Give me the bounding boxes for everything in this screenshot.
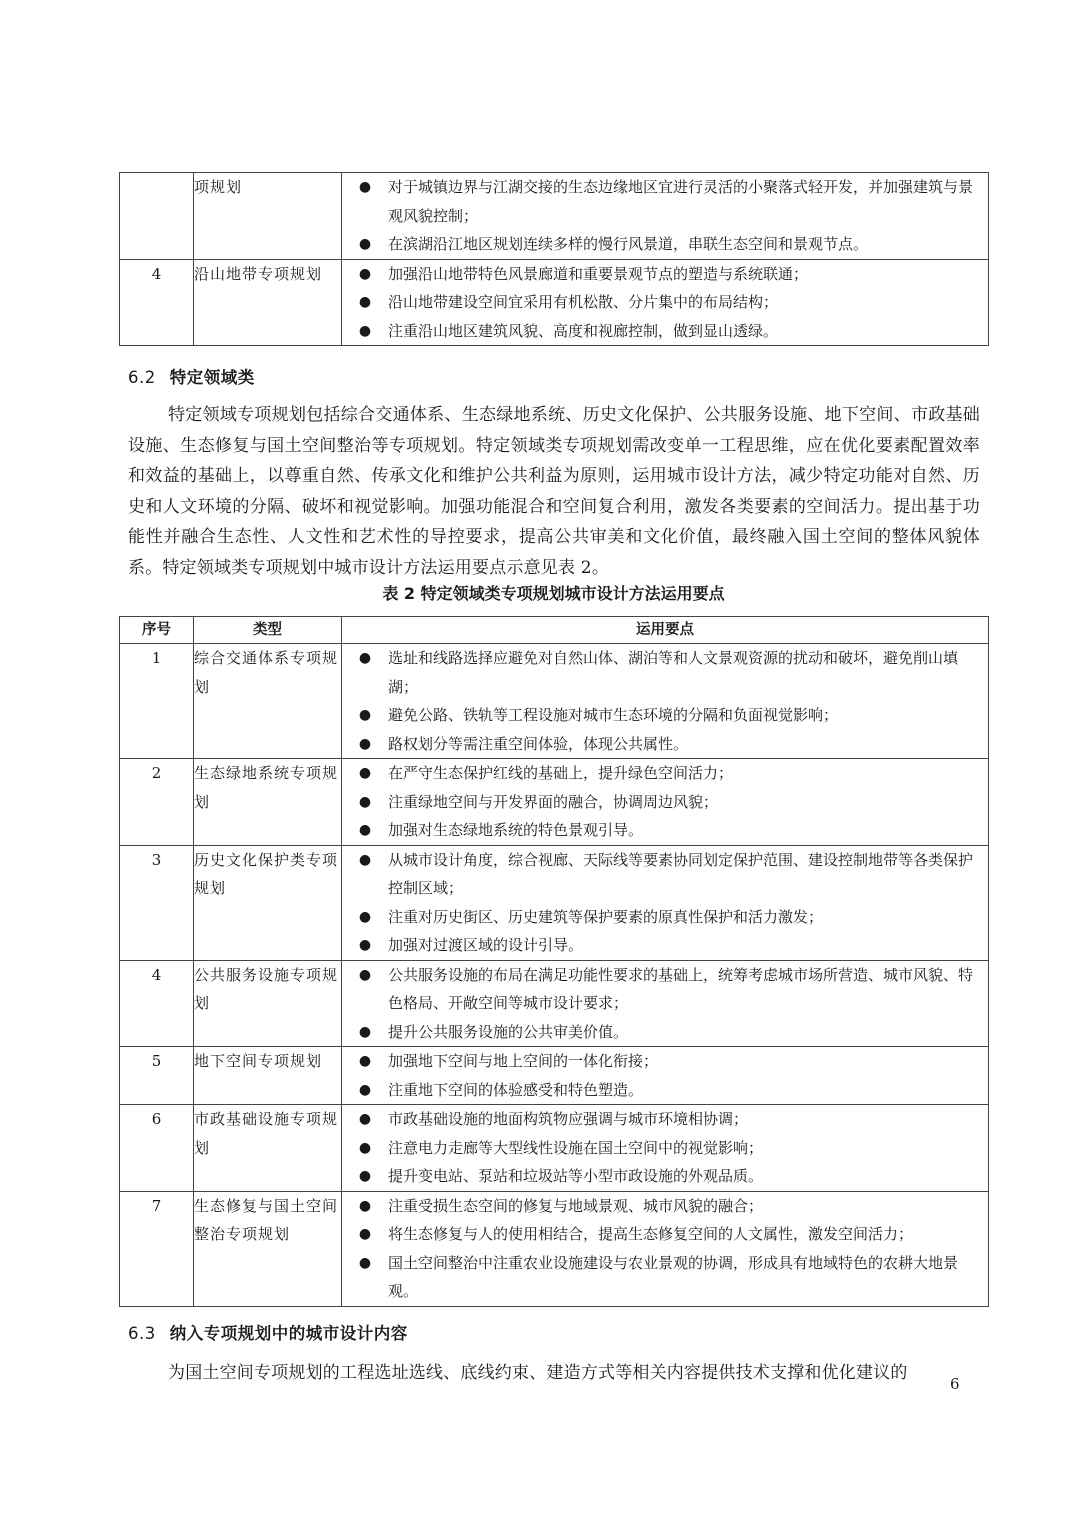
row-points <box>342 960 989 1047</box>
bullet-icon: ● <box>358 707 372 723</box>
row-points <box>342 1105 989 1192</box>
bullet-icon: ● <box>358 1197 372 1214</box>
bullet-text: 注重沿山地区建筑风貌、高度和视廊控制，做到显山透绿。 <box>388 321 779 340</box>
row-type: 项规划 <box>194 173 342 260</box>
bullet-icon: ● <box>358 236 372 252</box>
bullet-text: 注重受损生态空间的修复与地域景观、城市风貌的融合； <box>388 1196 764 1215</box>
bullet-item <box>342 816 988 845</box>
bullet-text: 注重对历史街区、历史建筑等保护要素的原真性保护和活力激发； <box>388 907 824 926</box>
row-number: 4 <box>120 259 194 346</box>
bullet-item <box>342 846 988 903</box>
row-number: 1 <box>120 644 194 759</box>
bullet-text: 注意电力走廊等大型线性设施在国土空间中的视觉影响； <box>388 1138 764 1157</box>
bullet-text: 国土空间整治中注重农业设施建设与农业景观的协调，形成具有地域特色的农耕大地景观。 <box>388 1253 959 1300</box>
bullet-item <box>342 730 988 759</box>
table-row <box>120 644 989 759</box>
bullet-item <box>342 260 988 289</box>
header-type: 类型 <box>194 617 342 644</box>
table-2-caption: 表 2 特定领域类专项规划城市设计方法运用要点 <box>382 584 725 603</box>
bullet-item <box>342 1018 988 1047</box>
row-number: 2 <box>120 759 194 846</box>
row-type: 沿山地带专项规划 <box>194 259 342 346</box>
table-1-continued <box>119 172 989 346</box>
bullet-text: 加强对生态绿地系统的特色景观引导。 <box>388 821 644 839</box>
row-points <box>342 259 989 346</box>
table-header-row <box>120 617 989 644</box>
bullet-icon: ● <box>358 1168 372 1184</box>
section-6-2-paragraph: 特定领域专项规划包括综合交通体系、生态绿地系统、历史文化保护、公共服务设施、地下空间、市政基础设施、生态修复与国土空间整治等专项规划。特定领域类专项规划需改变单一工程思维，应在优化要素配置效率和效益的基础上，以尊重自然、传承文化和维护公共利益为原则，运用城市设计方法，减少特定功能对自然、历史和人文环境的分隔、破坏和视觉影响。加强功能混合和空间复合利用，激发各类要素的空间活力。提出基于功能性并融合生态性、人文性和艺术性的导控要求，提高公共审美和文化价值，最终融入国土空间的整体风貌体系。特定领域类专项规划中城市设计方法运用要点示意见表 2。 <box>128 405 980 578</box>
table-row <box>120 173 989 260</box>
bullet-item <box>342 1076 988 1105</box>
bullet-icon: ● <box>358 793 372 810</box>
bullet-icon: ● <box>358 322 372 339</box>
bullet-text: 注重地下空间的体验感受和特色塑造。 <box>388 1080 644 1099</box>
table-row <box>120 1047 989 1105</box>
row-points <box>342 1047 989 1105</box>
bullet-item <box>342 961 988 1018</box>
row-number: 5 <box>120 1047 194 1105</box>
row-type: 生态修复与国土空间整治专项规划 <box>194 1191 342 1306</box>
bullet-text: 公共服务设施的布局在满足功能性要求的基础上，统筹考虑城市场所营造、城市风貌、特色格局、开敞空间等城市设计要求； <box>388 965 974 1012</box>
bullet-text: 加强地下空间与地上空间的一体化衔接； <box>388 1052 659 1070</box>
row-points <box>342 759 989 846</box>
bullet-item <box>342 903 988 932</box>
bullet-item <box>342 701 988 730</box>
bullet-item <box>342 788 988 817</box>
header-points: 运用要点 <box>342 617 989 644</box>
row-type: 市政基础设施专项规划 <box>194 1105 342 1192</box>
bullet-icon: ● <box>358 650 372 666</box>
section-title: 纳入专项规划中的城市设计内容 <box>169 1324 408 1343</box>
row-type: 公共服务设施专项规划 <box>194 960 342 1047</box>
bullet-icon: ● <box>358 1139 372 1156</box>
bullet-text: 在严守生态保护红线的基础上，提升绿色空间活力； <box>388 764 734 782</box>
header-num: 序号 <box>120 617 194 644</box>
bullet-text: 加强对过渡区域的设计引导。 <box>388 936 584 954</box>
bullet-icon: ● <box>358 1053 372 1069</box>
bullet-text: 从城市设计角度，综合视廊、天际线等要素协同划定保护范围、建设控制地带等各类保护控制区域； <box>388 850 974 897</box>
section-6-2-heading <box>128 364 255 388</box>
bullet-icon: ● <box>358 265 372 282</box>
bullet-icon: ● <box>358 851 372 868</box>
section-6-3-heading <box>128 1320 408 1344</box>
bullet-text: 选址和线路选择应避免对自然山体、湖泊等和人文景观资源的扰动和破坏，避免削山填湖； <box>388 649 959 696</box>
table-row <box>120 1191 989 1306</box>
row-type: 生态绿地系统专项规划 <box>194 759 342 846</box>
bullet-icon: ● <box>358 822 372 838</box>
table-row <box>120 845 989 960</box>
bullet-item <box>342 288 988 317</box>
section-number: 6.2 <box>128 368 156 387</box>
bullet-item <box>342 1105 988 1134</box>
row-type: 综合交通体系专项规划 <box>194 644 342 759</box>
bullet-item <box>342 230 988 259</box>
bullet-icon: ● <box>358 1023 372 1040</box>
bullet-text: 加强沿山地带特色风景廊道和重要景观节点的塑造与系统联通； <box>388 264 809 283</box>
bullet-text: 避免公路、铁轨等工程设施对城市生态环境的分隔和负面视觉影响； <box>388 706 839 724</box>
row-type: 地下空间专项规划 <box>194 1047 342 1105</box>
bullet-item <box>342 1047 988 1076</box>
row-number: 3 <box>120 845 194 960</box>
table-row <box>120 1105 989 1192</box>
bullet-item <box>342 1162 988 1191</box>
section-6-3-paragraph: 为国土空间专项规划的工程选址选线、底线约束、建造方式等相关内容提供技术支撑和优化建议的 <box>168 1363 908 1383</box>
table-row <box>120 759 989 846</box>
bullet-text: 沿山地带建设空间宜采用有机松散、分片集中的布局结构； <box>388 293 779 311</box>
bullet-icon: ● <box>358 179 372 195</box>
bullet-icon: ● <box>358 1226 372 1242</box>
bullet-item <box>342 317 988 346</box>
bullet-icon: ● <box>358 294 372 310</box>
bullet-item <box>342 1249 988 1306</box>
row-points <box>342 644 989 759</box>
bullet-item <box>342 931 988 960</box>
section-title: 特定领域类 <box>169 368 255 387</box>
bullet-item <box>342 644 988 701</box>
page-number: 6 <box>950 1375 960 1393</box>
row-number: 7 <box>120 1191 194 1306</box>
row-number: 6 <box>120 1105 194 1192</box>
bullet-text: 提升公共服务设施的公共审美价值。 <box>388 1022 629 1041</box>
table-2 <box>119 616 989 1307</box>
bullet-icon: ● <box>358 1081 372 1098</box>
bullet-icon: ● <box>358 765 372 781</box>
bullet-text: 将生态修复与人的使用相结合，提高生态修复空间的人文属性，激发空间活力； <box>388 1225 914 1243</box>
row-type: 历史文化保护类专项规划 <box>194 845 342 960</box>
bullet-item <box>342 173 988 230</box>
bullet-text: 路权划分等需注重空间体验，体现公共属性。 <box>388 734 689 753</box>
bullet-text: 市政基础设施的地面构筑物应强调与城市环境相协调； <box>388 1110 749 1128</box>
bullet-text: 在滨湖沿江地区规划连续多样的慢行风景道，串联生态空间和景观节点。 <box>388 235 869 253</box>
bullet-text: 提升变电站、泵站和垃圾站等小型市政设施的外观品质。 <box>388 1167 764 1185</box>
bullet-icon: ● <box>358 937 372 953</box>
bullet-item <box>342 1192 988 1221</box>
table-row <box>120 259 989 346</box>
row-number: 4 <box>120 960 194 1047</box>
bullet-text: 对于城镇边界与江湖交接的生态边缘地区宜进行灵活的小聚落式轻开发，并加强建筑与景观风貌控制； <box>388 178 974 225</box>
bullet-icon: ● <box>358 908 372 925</box>
row-points <box>342 1191 989 1306</box>
bullet-item <box>342 1134 988 1163</box>
row-number <box>120 173 194 260</box>
bullet-icon: ● <box>358 1254 372 1271</box>
bullet-icon: ● <box>358 735 372 752</box>
row-points <box>342 845 989 960</box>
section-number: 6.3 <box>128 1324 156 1343</box>
bullet-icon: ● <box>358 966 372 983</box>
bullet-item <box>342 759 988 788</box>
bullet-text: 注重绿地空间与开发界面的融合，协调周边风貌； <box>388 792 719 811</box>
bullet-item <box>342 1220 988 1249</box>
row-points <box>342 173 989 260</box>
table-row <box>120 960 989 1047</box>
bullet-icon: ● <box>358 1111 372 1127</box>
